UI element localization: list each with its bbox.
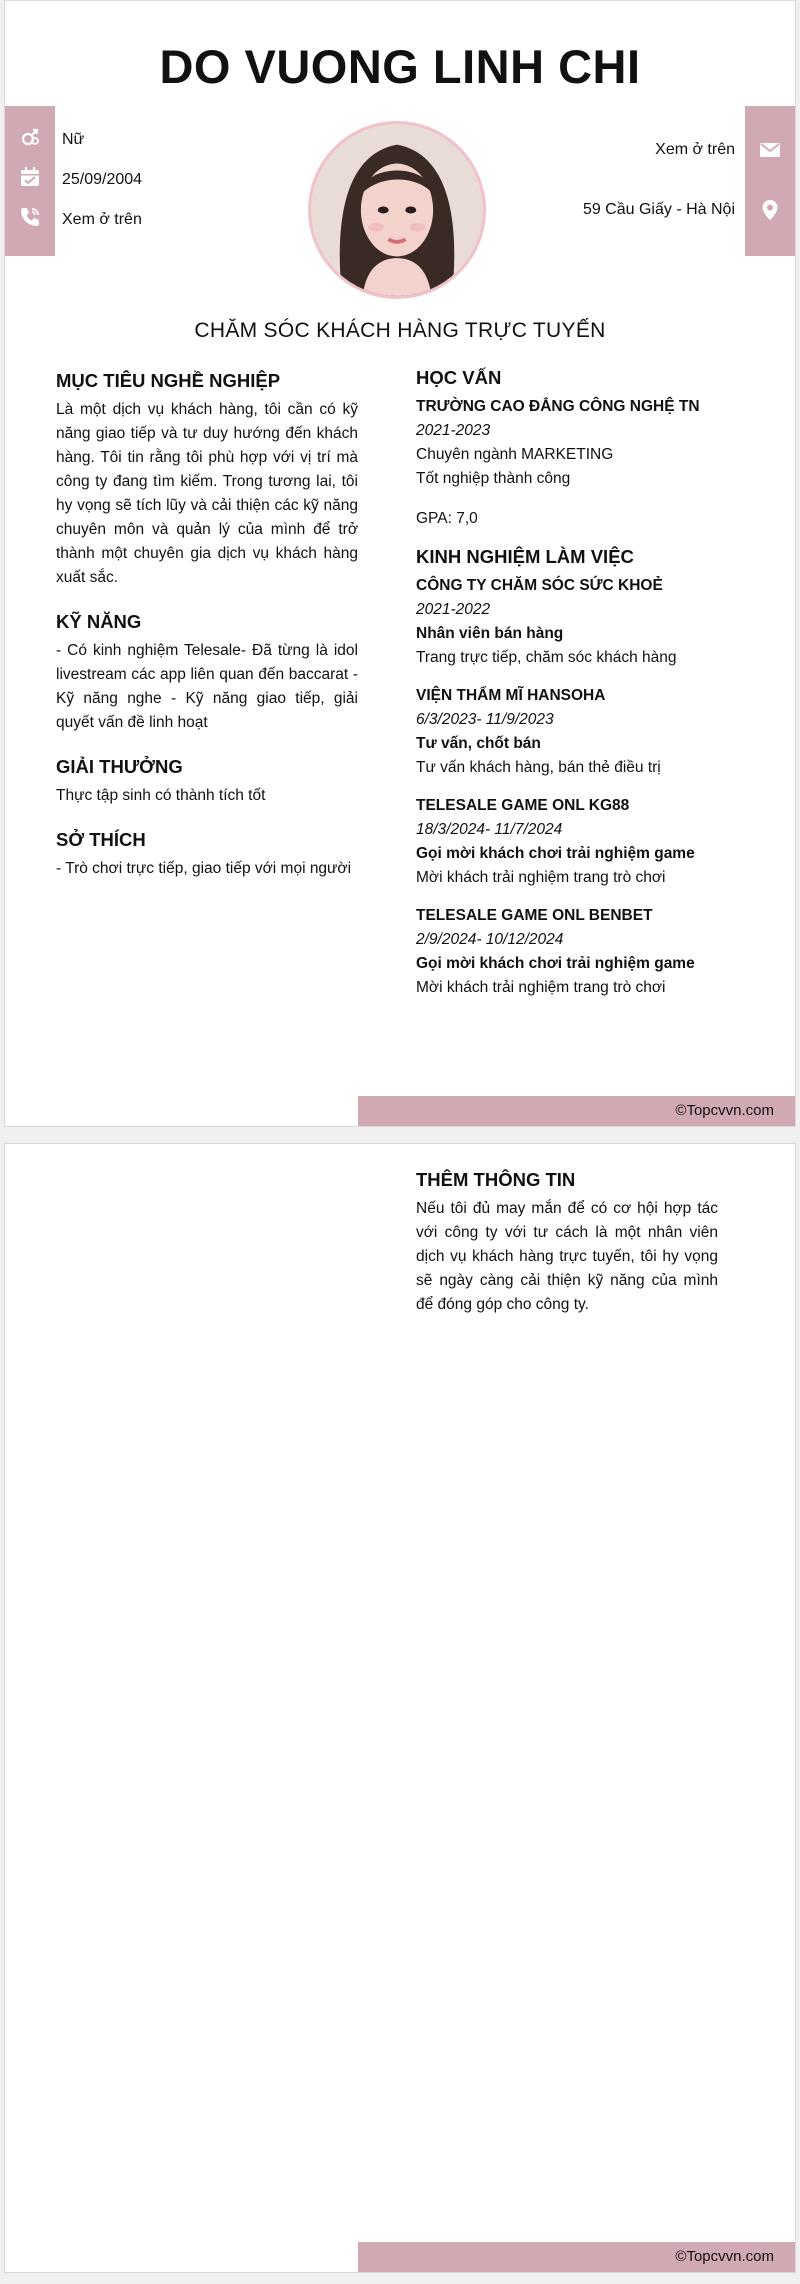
experience-company: TELESALE GAME ONL KG88 xyxy=(416,797,630,814)
address-text: 59 Cầu Giấy - Hà Nội xyxy=(582,201,735,218)
awards-title: GIẢI THƯỞNG xyxy=(56,756,183,777)
experience-item xyxy=(416,574,726,670)
experience-company: VIỆN THẨM MĨ HANSOHA xyxy=(416,687,606,704)
more-info-text: Nếu tôi đủ may mắn để có cơ hội hợp tác với công ty với tư cách là một nhân viên dịch vụ khách hàng trực tuyến, tôi hy vọng sẽ ngày càng cải thiện kỹ năng của mình để đóng góp cho công ty. xyxy=(416,1200,718,1313)
education-section xyxy=(416,366,726,531)
education-title: HỌC VẤN xyxy=(416,367,502,388)
calendar-icon xyxy=(18,165,42,189)
experience-section xyxy=(416,545,726,1000)
experience-role: Gọi mời khách chơi trải nghiệm game xyxy=(416,955,695,972)
experience-company: TELESALE GAME ONL BENBET xyxy=(416,907,653,924)
experience-item xyxy=(416,794,726,890)
experience-role: Nhân viên bán hàng xyxy=(416,625,564,642)
skills-text: - Có kinh nghiệm Telesale- Đã từng là idol livestream các app liên quan đến baccarat - Kỹ năng nghe - Kỹ năng giao tiếp, giải quyết vấn đề linh hoạt xyxy=(56,642,358,731)
email-text: Xem ở trên xyxy=(655,141,735,158)
avatar xyxy=(308,121,486,299)
resume-page-2 xyxy=(4,1143,796,2273)
objective-text: Là một dịch vụ khách hàng, tôi cần có kỹ năng giao tiếp và tư duy hướng đến khách hàng. Tôi tin rằng tôi phù hợp với vị trí mà công ty đang tìm kiếm. Trong tương lai, tôi hy vọng sẽ tích lũy và cải thiện các kỹ năng chuyên môn và quản lý của mình để trở thành một chuyên gia dịch vụ khách hàng xuất sắc. xyxy=(56,401,358,586)
experience-period: 18/3/2024- 11/7/2024 xyxy=(416,821,563,838)
objective-section xyxy=(56,369,358,590)
experience-item xyxy=(416,904,726,1000)
phone-icon xyxy=(18,205,42,229)
education-major: Chuyên ngành MARKETING xyxy=(416,446,614,463)
more-info-title: THÊM THÔNG TIN xyxy=(416,1169,576,1190)
gender-icon xyxy=(18,126,42,150)
candidate-name: DO VUONG LINH CHI xyxy=(159,40,641,93)
left-column xyxy=(56,369,358,901)
right-icon-bar xyxy=(745,106,795,256)
experience-company: CÔNG TY CHĂM SÓC SỨC KHOẺ xyxy=(416,577,663,594)
footer-bar xyxy=(358,2242,795,2272)
location-icon xyxy=(758,198,782,222)
education-gpa: GPA: 7,0 xyxy=(416,510,478,527)
experience-period: 2/9/2024- 10/12/2024 xyxy=(416,931,564,948)
experience-desc: Mời khách trải nghiệm trang trò chơi xyxy=(416,979,666,996)
awards-section xyxy=(56,755,358,808)
experience-item xyxy=(416,684,726,780)
footer-bar xyxy=(358,1096,795,1126)
footer-credit: ©Topcvvn.com xyxy=(675,1102,774,1119)
hobbies-title: SỞ THÍCH xyxy=(56,829,146,850)
dob-text: 25/09/2004 xyxy=(62,171,143,188)
skills-title: KỸ NĂNG xyxy=(56,611,142,632)
resume-page-1 xyxy=(4,0,796,1127)
experience-period: 6/3/2023- 11/9/2023 xyxy=(416,711,554,728)
experience-period: 2021-2022 xyxy=(416,601,491,618)
experience-title: KINH NGHIỆM LÀM VIỆC xyxy=(416,546,634,567)
hobbies-section xyxy=(56,828,358,881)
education-period: 2021-2023 xyxy=(416,422,491,439)
hobbies-text: - Trò chơi trực tiếp, giao tiếp với mọi người xyxy=(56,860,352,877)
gender-text: Nữ xyxy=(62,131,85,148)
experience-desc: Mời khách trải nghiệm trang trò chơi xyxy=(416,869,666,886)
right-column xyxy=(416,366,726,1020)
mail-icon xyxy=(758,138,782,162)
skills-section xyxy=(56,610,358,735)
objective-title: MỤC TIÊU NGHỀ NGHIỆP xyxy=(56,370,281,391)
experience-desc: Tư vấn khách hàng, bán thẻ điều trị xyxy=(416,759,661,776)
phone-text: Xem ở trên xyxy=(62,211,142,228)
job-title: CHĂM SÓC KHÁCH HÀNG TRỰC TUYẾN xyxy=(194,319,606,342)
experience-desc: Trang trực tiếp, chăm sóc khách hàng xyxy=(416,649,677,666)
school-name: TRƯỜNG CAO ĐẲNG CÔNG NGHỆ TN xyxy=(416,398,700,415)
experience-role: Gọi mời khách chơi trải nghiệm game xyxy=(416,845,695,862)
experience-role: Tư vấn, chốt bán xyxy=(416,735,541,752)
footer-credit: ©Topcvvn.com xyxy=(675,2248,774,2265)
left-icon-bar xyxy=(5,106,55,256)
more-info-section xyxy=(416,1168,718,1317)
education-status: Tốt nghiệp thành công xyxy=(416,470,571,487)
awards-text: Thực tập sinh có thành tích tốt xyxy=(56,787,266,804)
